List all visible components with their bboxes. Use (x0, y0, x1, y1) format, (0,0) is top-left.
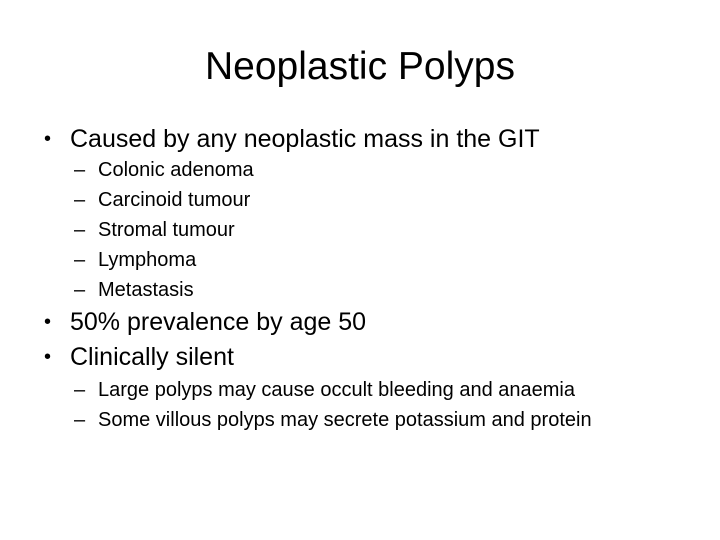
sub-bullet-text: Metastasis (98, 279, 194, 301)
sub-bullet-item (44, 155, 704, 185)
dash-icon: – (74, 249, 86, 271)
sub-bullet-item (44, 275, 704, 305)
sub-bullet-text: Colonic adenoma (98, 159, 254, 181)
bullet-item (44, 342, 704, 373)
bullet-text: 50% prevalence by age 50 (70, 308, 367, 336)
bullet-item (44, 307, 704, 338)
sub-bullet-item (44, 407, 704, 434)
dash-icon: – (74, 219, 86, 241)
dash-icon: – (74, 279, 86, 301)
dash-icon: – (74, 189, 86, 211)
sub-bullet-item (44, 215, 704, 245)
sub-bullet-item (44, 245, 704, 275)
sub-bullet-text: Large polyps may cause occult bleeding and anaemia (98, 379, 575, 401)
dash-icon: – (74, 159, 86, 181)
bullet-text: Clinically silent (70, 343, 234, 371)
sub-bullet-text: Some villous polyps may secrete potassium and protein (98, 409, 592, 431)
sub-bullet-item (44, 375, 704, 405)
dash-icon: – (74, 409, 86, 431)
bullet-icon: • (44, 311, 52, 333)
sub-bullet-item (44, 185, 704, 215)
sub-bullet-text: Carcinoid tumour (98, 189, 251, 211)
slide-title: Neoplastic Polyps (205, 45, 515, 88)
bullet-item (44, 124, 704, 155)
bullet-icon: • (44, 346, 52, 368)
bullet-text: Caused by any neoplastic mass in the GIT (70, 125, 540, 153)
bullet-icon: • (44, 128, 52, 150)
sub-bullet-text: Stromal tumour (98, 219, 235, 241)
dash-icon: – (74, 379, 86, 401)
sub-bullet-text: Lymphoma (98, 249, 197, 271)
bullet-list (44, 124, 704, 434)
